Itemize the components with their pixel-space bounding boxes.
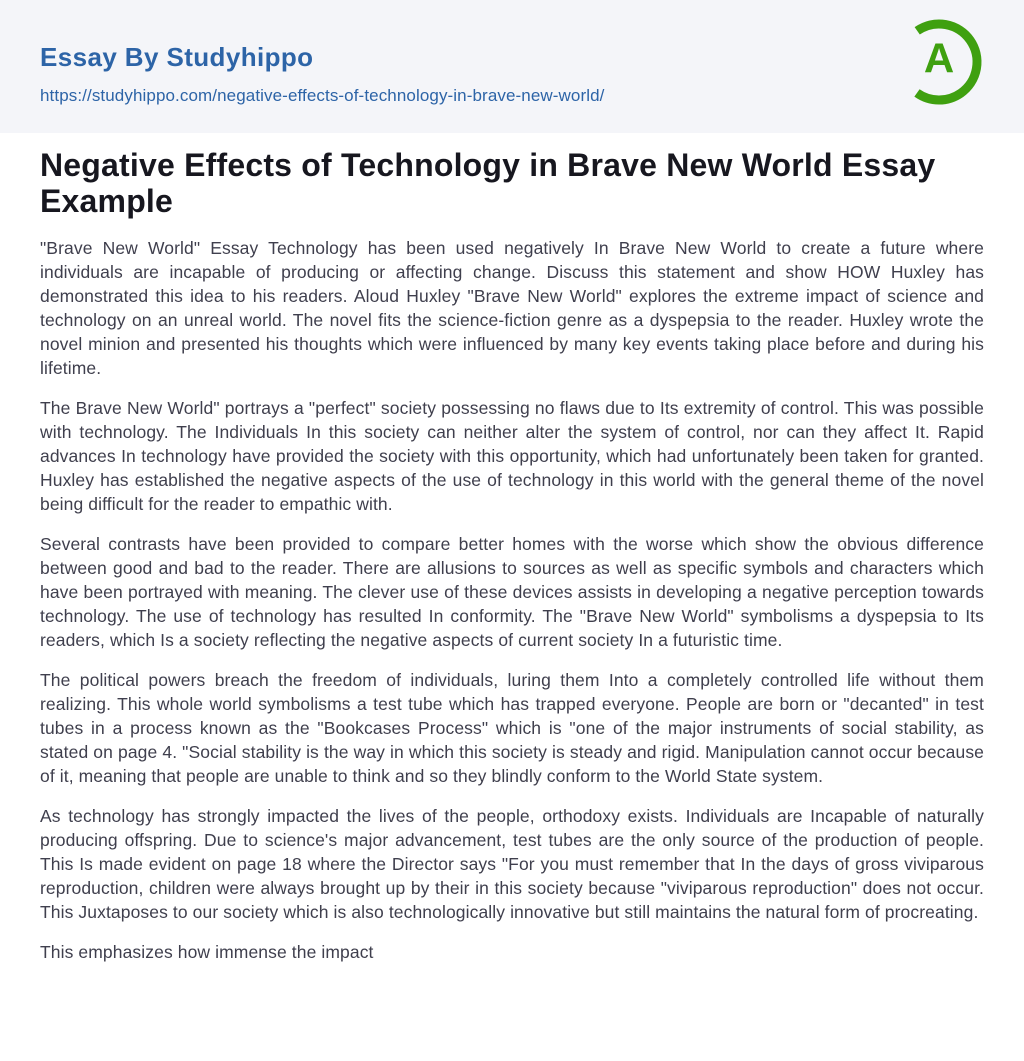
essay-title: Negative Effects of Technology in Brave New World Essay Example: [40, 147, 936, 219]
essay-paragraph-6: This emphasizes how immense the impact: [40, 942, 374, 962]
site-title: Essay By Studyhippo: [40, 42, 314, 72]
essay-content: [0, 147, 1024, 964]
logo-letter-a: A: [923, 34, 955, 82]
essay-paragraph-3: Several contrasts have been provided to compare better homes with the worse which show the obvious difference between good and bad to the reader. There are allusions to sources as well as specific symbols and characters which have been portrayed with meaning. The clever use of these devices assists in developing a negative perception towards technology. The use of technology has resulted In conformity. The "Brave New World" symbolisms a dyspepsia to Its readers, which Is a society reflecting the negative aspects of current society In a futuristic time.: [40, 534, 984, 650]
page-url-link[interactable]: https://studyhippo.com/negative-effects-of-technology-in-brave-new-world/: [40, 86, 605, 105]
studyhippo-grade-logo: [896, 16, 986, 110]
grade-a-circle-icon: [896, 16, 986, 110]
page-header: [0, 0, 1024, 133]
essay-paragraph-2: The Brave New World" portrays a "perfect" society possessing no flaws due to Its extremity of control. This was possible with technology. The Individuals In this society can neither alter the system of control, nor can they affect It. Rapid advances In technology have provided the society with this opportunity, which had unfortunately been taken for granted. Huxley has established the negative aspects of the use of technology in this world with the general theme of the novel being difficult for the reader to empathic with.: [40, 398, 984, 514]
essay-paragraph-1: "Brave New World" Essay Technology has been used negatively In Brave New World to create a future where individuals are incapable of producing or affecting change. Discuss this statement and show HOW Huxley has demonstrated this idea to his readers. Aloud Huxley "Brave New World" explores the extreme impact of science and technology on an unreal world. The novel fits the science-fiction genre as a dyspepsia to the reader. Huxley wrote the novel minion and presented his thoughts which were influenced by many key events taking place before and during his lifetime.: [40, 238, 984, 378]
essay-paragraph-5: As technology has strongly impacted the lives of the people, orthodoxy exists. Individuals are Incapable of naturally producing offspring. Due to science's major advancement, test tubes are the only source of the production of people. This Is made evident on page 18 where the Director says "For you must remember that In the days of gross viviparous reproduction, children were always brought up by their in this society because "viviparous reproduction" does not occur. This Juxtaposes to our society which is also technologically innovative but still maintains the natural form of procreating.: [40, 806, 984, 922]
essay-paragraph-4: The political powers breach the freedom of individuals, luring them Into a completely controlled life without them realizing. This whole world symbolisms a test tube which has trapped everyone. People are born or "decanted" in test tubes in a process known as the "Bookcases Process" which is "one of the major instruments of social stability, as stated on page 4. "Social stability is the way in which this society is steady and rigid. Manipulation cannot occur because of it, meaning that people are unable to think and so they blindly conform to the World State system.: [40, 670, 984, 786]
